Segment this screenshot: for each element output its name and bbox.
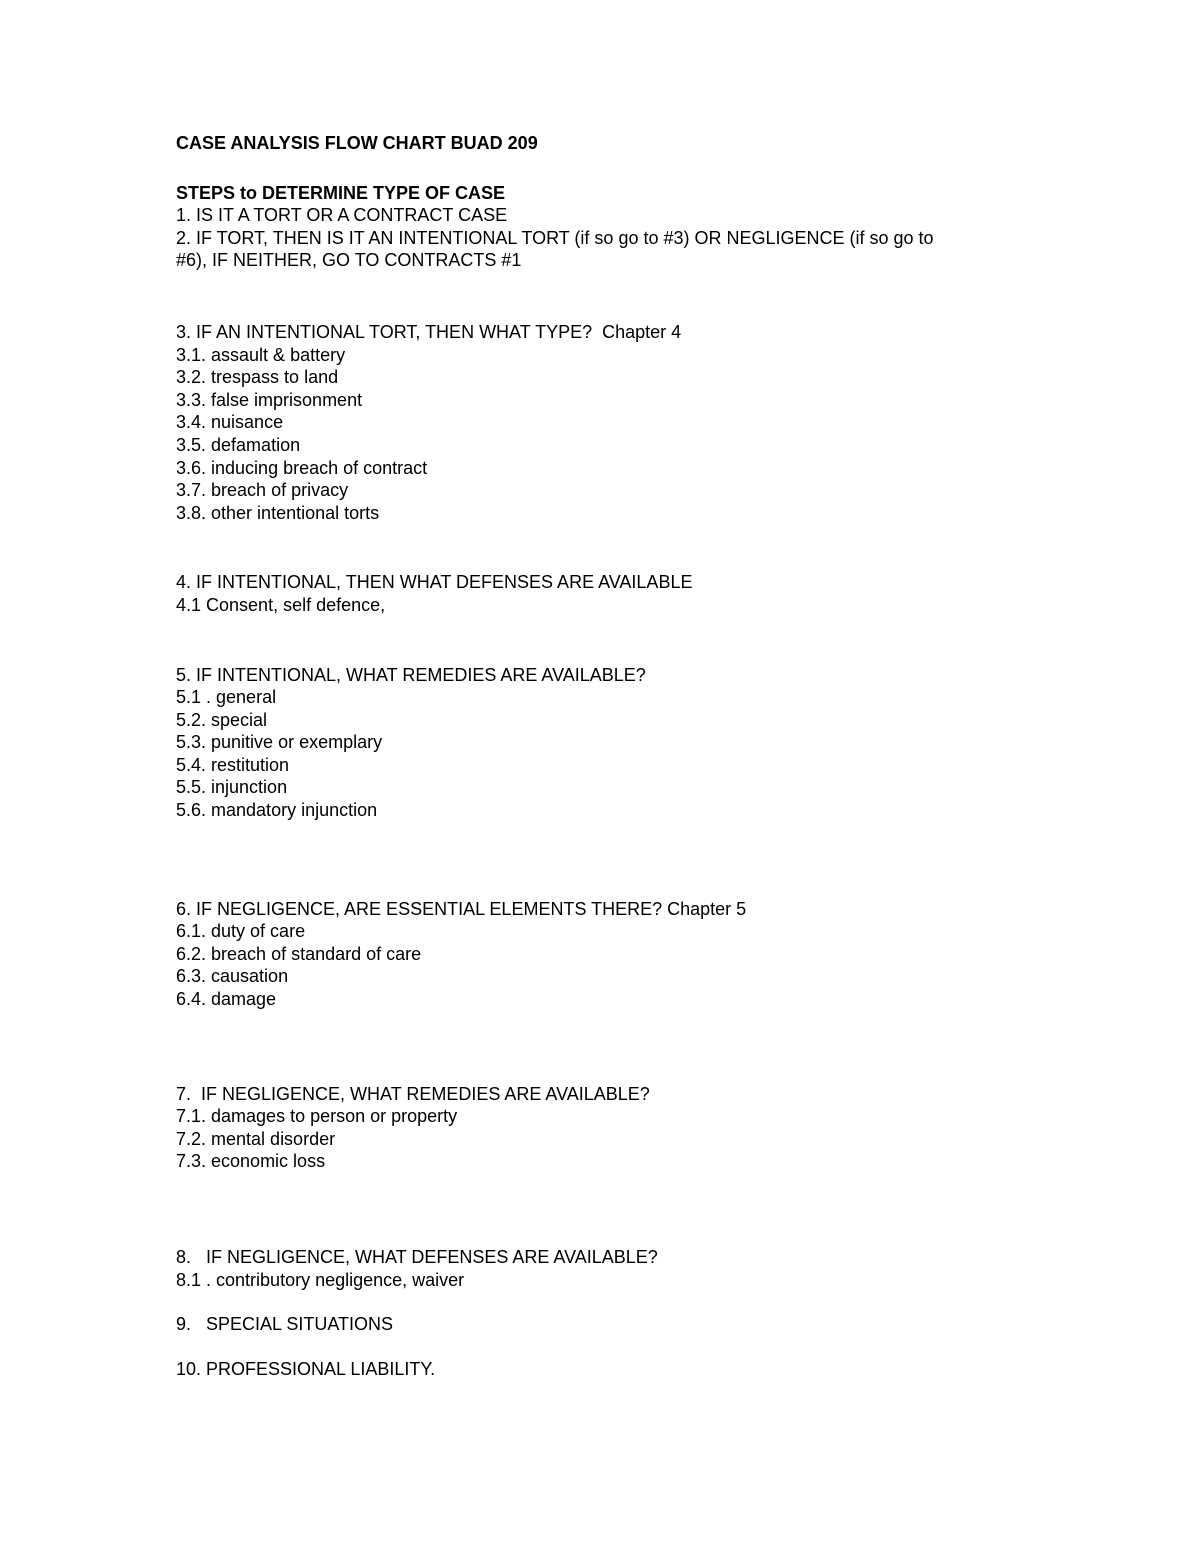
step-2-line-1: 2. IF TORT, THEN IS IT AN INTENTIONAL TORT (if so go to #3) OR NEGLIGENCE (if so go to [176,227,934,248]
section-5-item: 5.2. special [176,709,268,730]
step-2-line-2: #6), IF NEITHER, GO TO CONTRACTS #1 [176,250,522,271]
section-3-item: 3.5. defamation [176,434,301,455]
section-3-item: 3.3. false imprisonment [176,389,363,410]
section-6-heading: 6. IF NEGLIGENCE, ARE ESSENTIAL ELEMENTS THERE? Chapter 5 [176,898,747,919]
step-1: 1. IS IT A TORT OR A CONTRACT CASE [176,205,508,226]
section-9-heading: 9. SPECIAL SITUATIONS [176,1314,394,1335]
section-7-item: 7.1. damages to person or property [176,1106,458,1127]
section-4-heading: 4. IF INTENTIONAL, THEN WHAT DEFENSES ARE AVAILABLE [176,572,693,593]
section-6-item: 6.4. damage [176,989,277,1010]
section-6-item: 6.1. duty of care [176,921,306,942]
section-10-heading: 10. PROFESSIONAL LIABILITY. [176,1358,436,1379]
document-body [176,132,1036,1380]
section-4-item: 4.1 Consent, self defence, [176,594,386,615]
section-5-item: 5.5. injunction [176,777,288,798]
section-3-item: 3.4. nuisance [176,412,284,433]
section-3-heading: 3. IF AN INTENTIONAL TORT, THEN WHAT TYPE? Chapter 4 [176,321,682,342]
section-5-item: 5.3. punitive or exemplary [176,732,383,753]
section-7-item: 7.3. economic loss [176,1151,326,1172]
section-3-item: 3.7. breach of privacy [176,480,349,501]
section-3-item: 3.2. trespass to land [176,367,339,388]
section-3-item: 3.6. inducing breach of contract [176,457,428,478]
section-6-item: 6.2. breach of standard of care [176,943,422,964]
section-5-heading: 5. IF INTENTIONAL, WHAT REMEDIES ARE AVAILABLE? [176,664,646,685]
section-7-item: 7.2. mental disorder [176,1128,336,1149]
section-5-item: 5.4. restitution [176,754,290,775]
document-title: CASE ANALYSIS FLOW CHART BUAD 209 [176,133,538,153]
section-6-item: 6.3. causation [176,966,289,987]
section-7-heading: 7. IF NEGLIGENCE, WHAT REMEDIES ARE AVAILABLE? [176,1083,650,1104]
section-8-item: 8.1 . contributory negligence, waiver [176,1269,465,1290]
section-3-item: 3.8. other intentional torts [176,502,380,523]
steps-heading: STEPS to DETERMINE TYPE OF CASE [176,182,506,203]
section-8-heading: 8. IF NEGLIGENCE, WHAT DEFENSES ARE AVAILABLE? [176,1247,658,1267]
section-5-item: 5.1 . general [176,687,277,708]
section-3-item: 3.1. assault & battery [176,344,346,365]
section-5-item: 5.6. mandatory injunction [176,800,378,821]
